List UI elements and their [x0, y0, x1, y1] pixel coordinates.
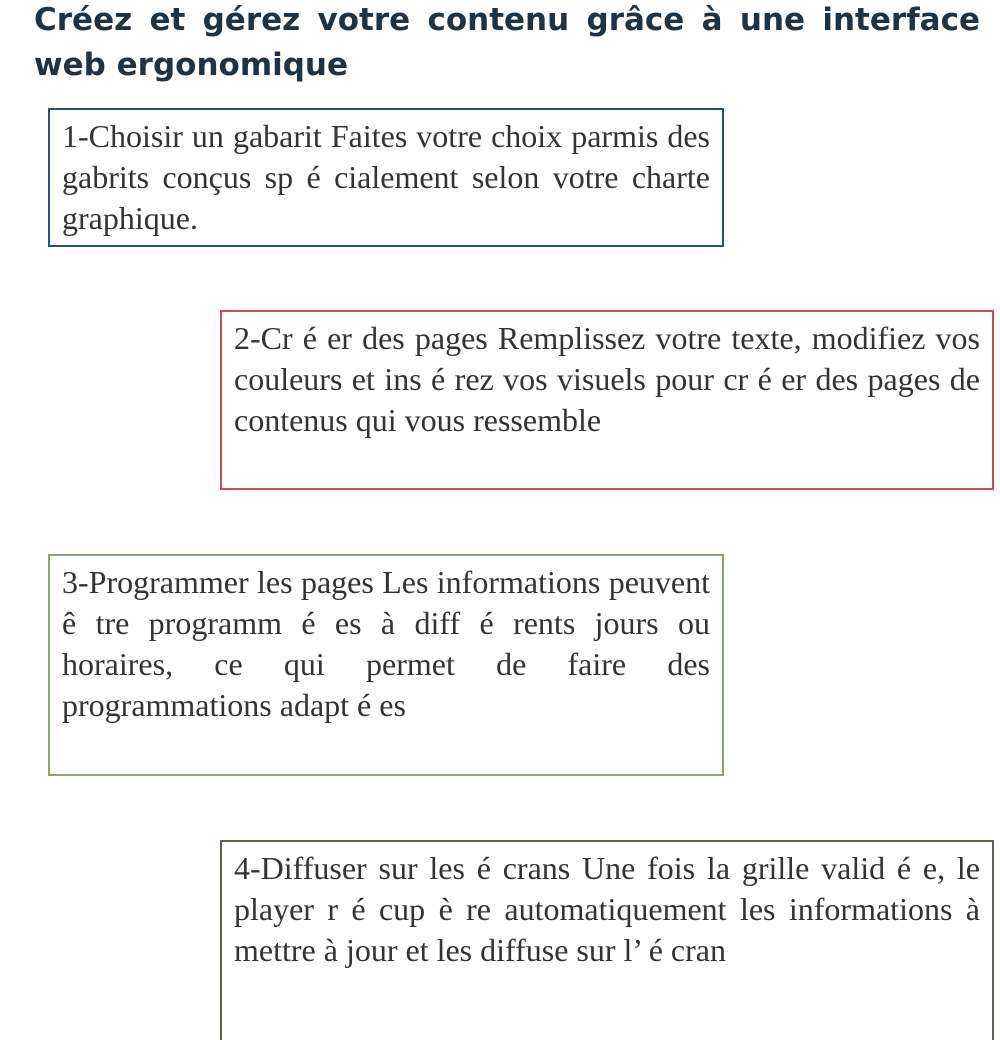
- step-text: 4-Diffuser sur les é crans Une fois la grille valid é e, le player r é cup è re automatiquement les informations à mettre à jour et les diffuse sur l’ é cran: [234, 850, 980, 968]
- page-heading: Créez et gérez votre contenu grâce à une interface web ergonomique: [34, 2, 980, 83]
- step-box-broadcast-screens: [220, 840, 994, 1040]
- step-box-schedule-pages: [48, 554, 724, 776]
- step-box-choose-template: [48, 108, 724, 247]
- step-text: 2-Cr é er des pages Remplissez votre texte, modifiez vos couleurs et ins é rez vos visuels pour cr é er des pages de contenus qui vous ressemble: [234, 320, 980, 438]
- step-text: 3-Programmer les pages Les informations peuvent ê tre programm é es à diff é rents jours ou horaires, ce qui permet de faire des programmations adapt é es: [62, 564, 710, 723]
- step-text: 1-Choisir un gabarit Faites votre choix parmis des gabrits conçus sp é cialement selon votre charte graphique.: [62, 118, 710, 236]
- step-box-create-pages: [220, 310, 994, 490]
